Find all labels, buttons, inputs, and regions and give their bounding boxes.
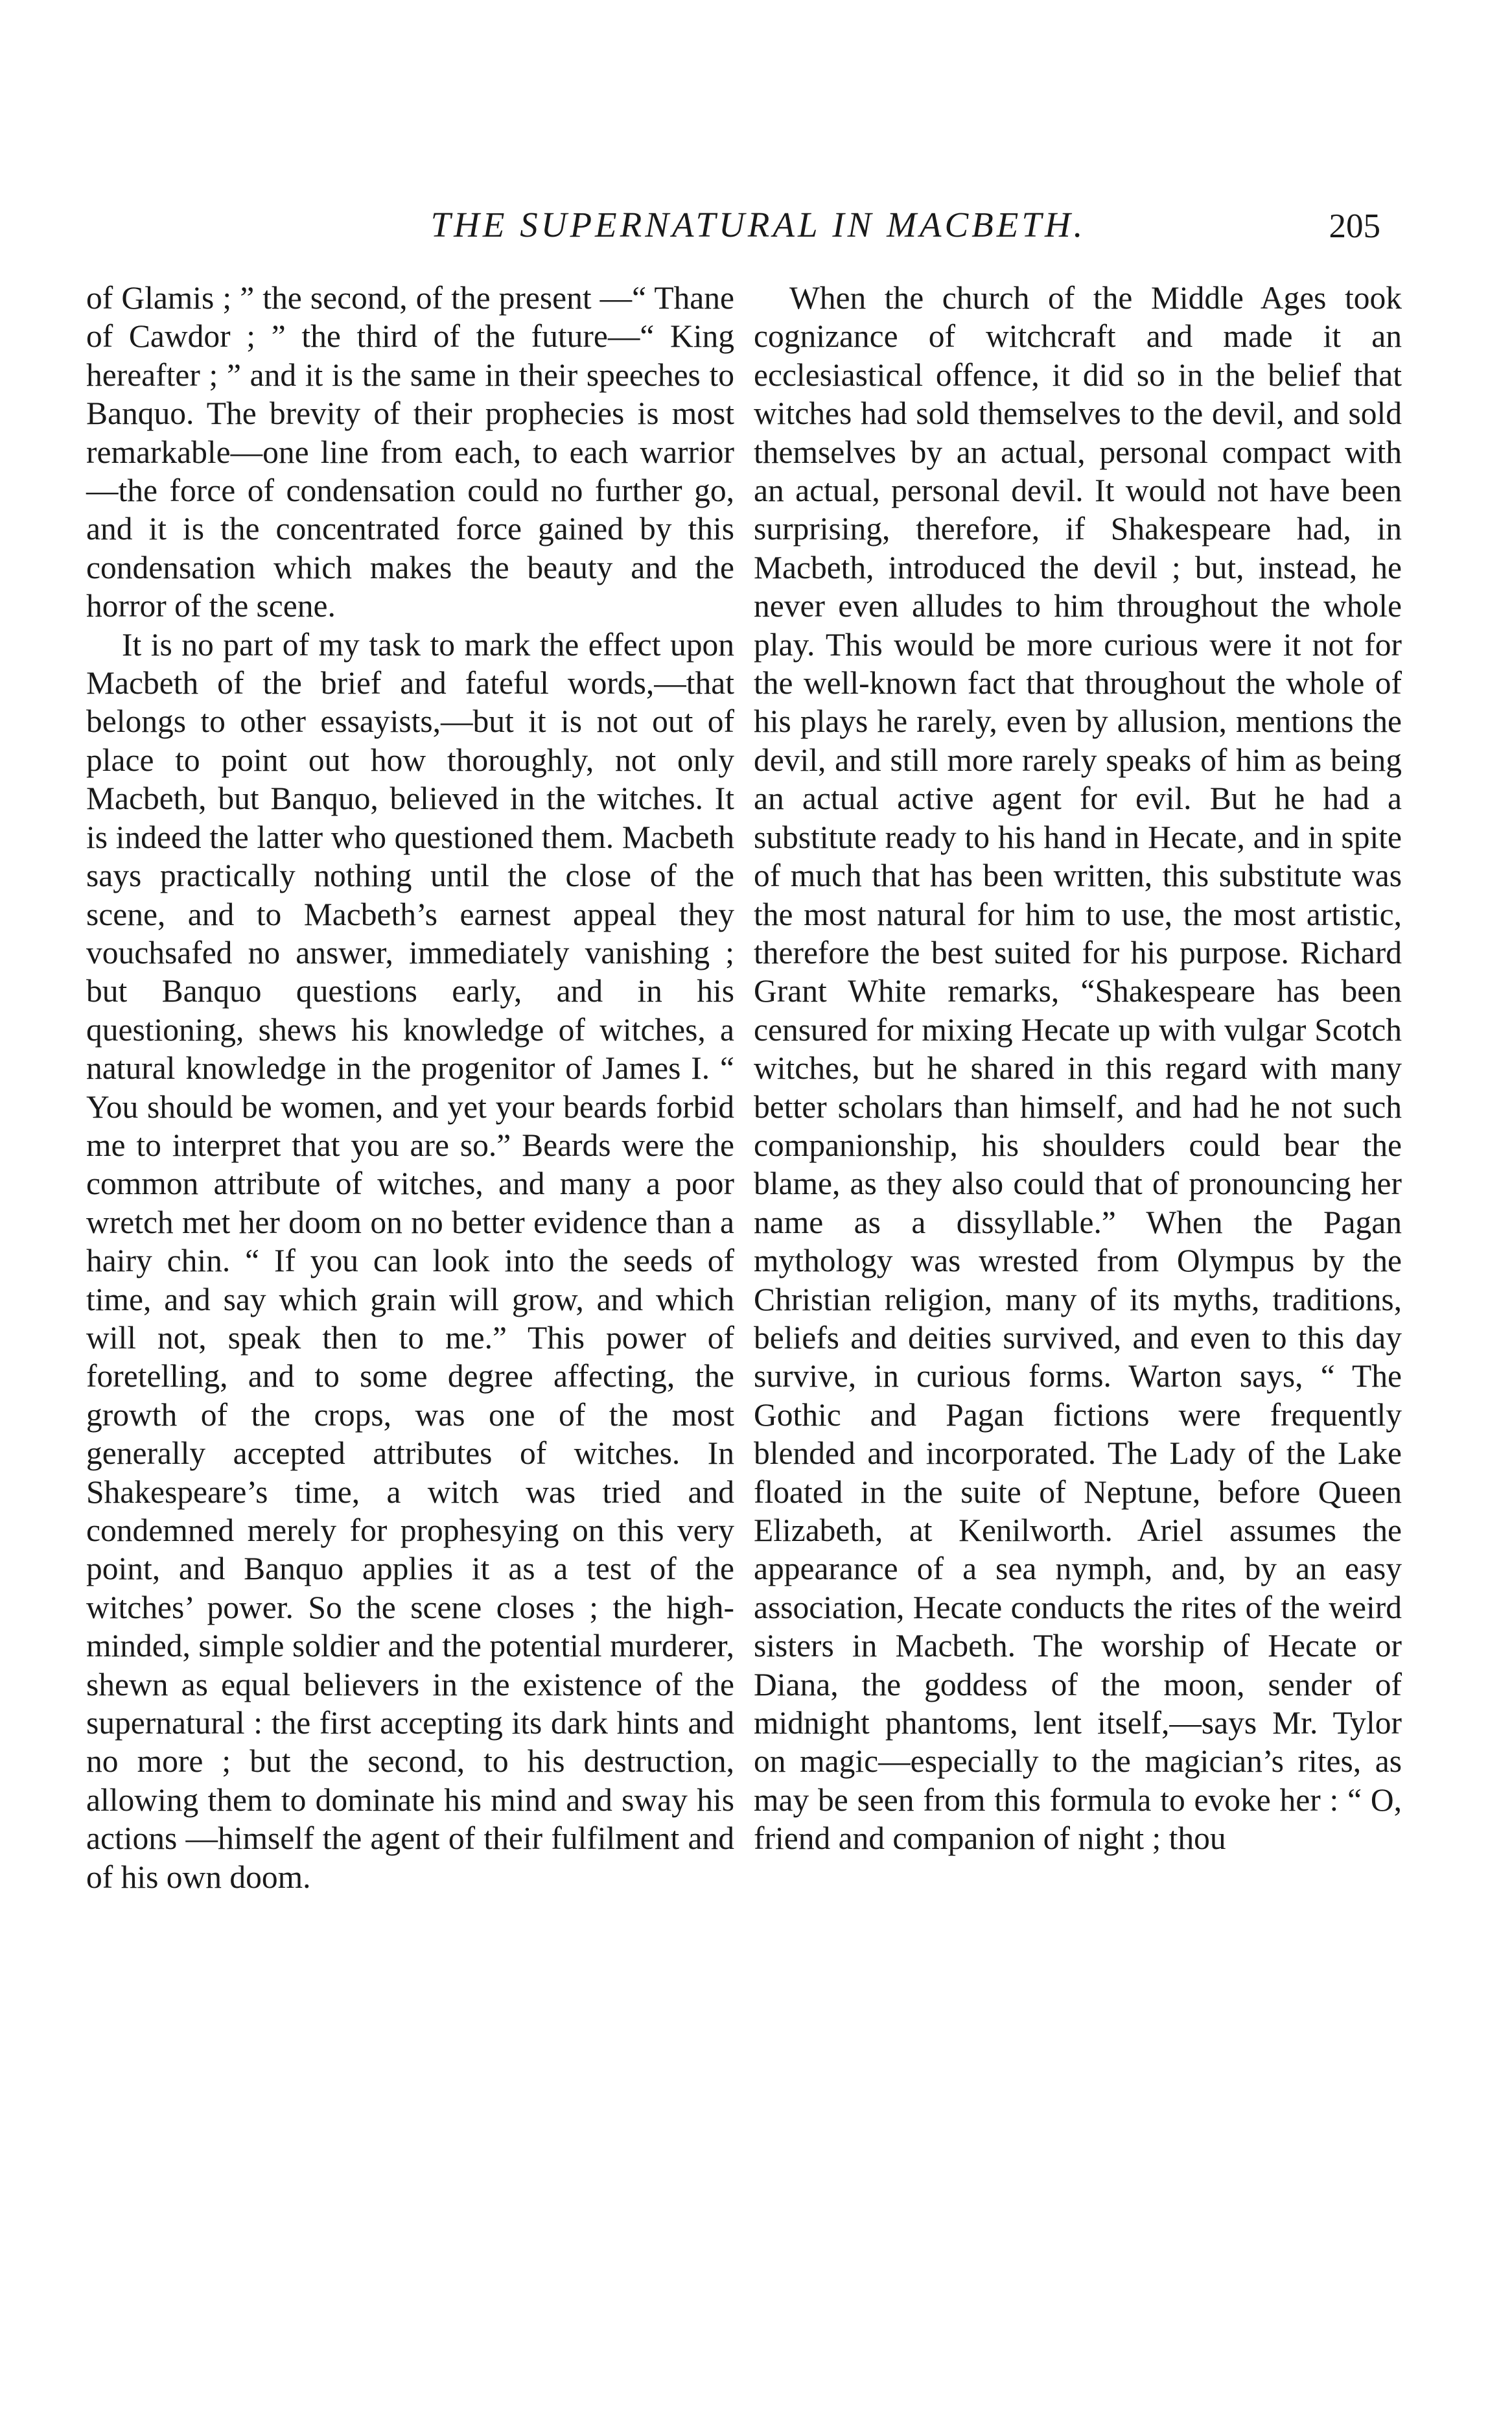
paragraph: of Glamis ; ” the second, of the present —“ Thane of Cawdor ; ” the third of the future—“ King hereafter ; ” and it is the same in their speeches to Banquo. The brevity of their prophecies is most remarkable—one line from each, to each warrior—the force of condensation could no further go, and it is the concentrated force gained by this condensation which makes the beauty and the horror of the scene. [86, 280, 734, 624]
running-header [84, 202, 1380, 248]
running-title: THE SUPERNATURAL IN MACBETH. [430, 205, 1086, 244]
page-number: 205 [1329, 207, 1380, 245]
right-column [754, 279, 1402, 1858]
left-column [86, 279, 734, 1896]
paragraph: When the church of the Middle Ages took cognizance of witchcraft and made it an ecclesiastical offence, it did so in the belief that witches had sold themselves to the devil, and sold themselves by an actual, personal compact with an actual, personal devil. It would not have been surprising, therefore, if Shakespeare had, in Macbeth, introduced the devil ; but, instead, he never even alludes to him throughout the whole play. This would be more curious were it not for the well-known fact that throughout the whole of his plays he rarely, even by allusion, mentions the devil, and still more rarely speaks of him as being an actual active agent for evil. But he had a substitute ready to his hand in Hecate, and in spite of much that has been written, this substitute was the most natural for him to use, the most artistic, therefore the best suited for his purpose. Richard Grant White remarks, “Shakespeare has been censured for mixing Hecate up with vulgar Scotch witches, but he shared in this regard with many better scholars than himself, and had he not such companionship, his shoulders could bear the blame, as they also could that of pronouncing her name as a dissyllable.” When the Pagan mythology was wrested from Olympus by the Christian religion, many of its myths, traditions, beliefs and deities survived, and even to this day survive, in curious forms. Warton says, “ The Gothic and Pagan fictions were frequently blended and incorporated. The Lady of the Lake floated in the suite of Neptune, before Queen Elizabeth, at Kenilworth. Ariel assumes the appearance of a sea nymph, and, by an easy association, Hecate conducts the rites of the weird sisters in Macbeth. The worship of Hecate or Diana, the goddess of the moon, sender of midnight phantoms, lent itself,—says Mr. Tylor on magic—especially to the magician’s rites, as may be seen from this formula to evoke her : “ O, friend and companion of night ; thou [754, 280, 1402, 1857]
paragraph: It is no part of my task to mark the effect upon Macbeth of the brief and fateful words,—that belongs to other essayists,—but it is not out of place to point out how thoroughly, not only Macbeth, but Banquo, believed in the witches. It is indeed the latter who questioned them. Macbeth says practically nothing until the close of the scene, and to Macbeth’s earnest appeal they vouchsafed no answer, immediately vanishing ; but Banquo questions early, and in his questioning, shews his knowledge of witches, a natural knowledge in the progenitor of James I. “ You should be women, and yet your beards forbid me to interpret that you are so.” Beards were the common attribute of witches, and many a poor wretch met her doom on no better evidence than a hairy chin. “ If you can look into the seeds of time, and say which grain will grow, and which will not, speak then to me.” This power of foretelling, and to some degree affecting, the growth of the crops, was one of the most generally accepted attributes of witches. In Shakespeare’s time, a witch was tried and condemned merely for prophesying on this very point, and Banquo applies it as a test of the witches’ power. So the scene closes ; the high-minded, simple soldier and the potential murderer, shewn as equal believers in the existence of the supernatural : the first accepting its dark hints and no more ; but the second, to his destruction, allowing them to dominate his mind and sway his actions —himself the agent of their fulfilment and of his own doom. [86, 626, 734, 1895]
